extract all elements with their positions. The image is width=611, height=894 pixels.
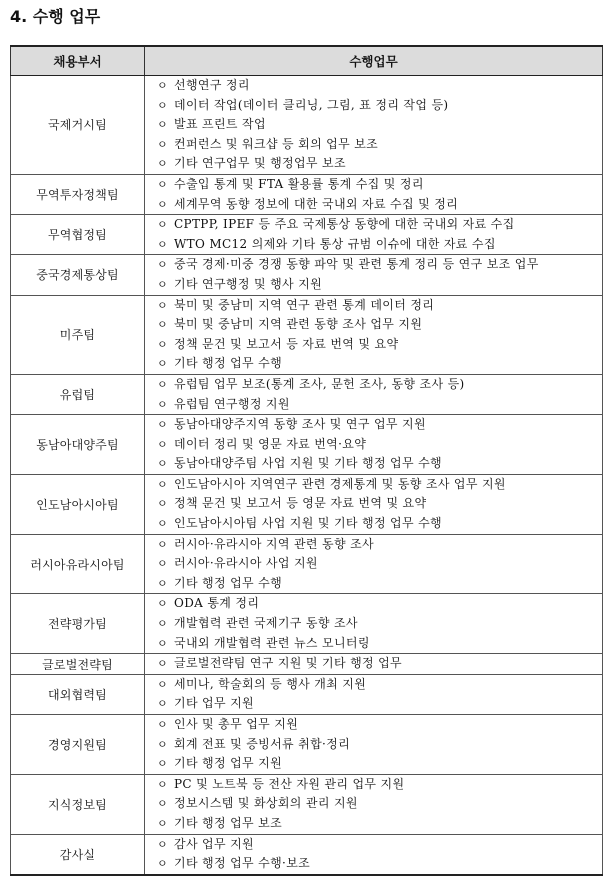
department-cell: 인도남아시아팀 (11, 474, 145, 534)
duty-item (157, 195, 598, 215)
bullet-icon: ㅇ (157, 418, 168, 432)
table-row (11, 174, 603, 214)
bullet-icon: ㅇ (157, 797, 168, 811)
duty-text: 기타 행정 업무 수행 (174, 356, 283, 371)
duty-item (157, 835, 598, 855)
duties-cell (145, 474, 603, 534)
duty-text: 유럽팀 업무 보조(통계 조사, 문헌 조사, 동향 조사 등) (174, 376, 465, 391)
duty-text: 데이터 작업(데이터 클리닝, 그림, 표 정리 작업 등) (174, 97, 449, 112)
bullet-icon: ㅇ (157, 537, 168, 551)
duty-item (157, 574, 598, 594)
bullet-icon: ㅇ (157, 98, 168, 112)
bullet-icon: ㅇ (157, 757, 168, 771)
duties-cell (145, 534, 603, 594)
duty-text: 북미 및 중남미 지역 연구 관련 통계 데이터 정리 (174, 297, 435, 312)
duty-text: 세계무역 동향 정보에 대한 국내외 자료 수집 및 정리 (174, 196, 459, 211)
bullet-icon: ㅇ (157, 816, 168, 830)
bullet-icon: ㅇ (157, 357, 168, 371)
duty-item (157, 775, 598, 795)
duty-text: 발표 프린트 작업 (174, 117, 266, 132)
duty-item (157, 754, 598, 774)
duty-list (157, 654, 598, 674)
duty-text: CPTPP, IPEF 등 주요 국제통상 동향에 대한 국내외 자료 수집 (174, 217, 515, 232)
duty-text: 북미 및 중남미 지역 관련 동향 조사 업무 지원 (174, 317, 423, 332)
duty-item (157, 735, 598, 755)
department-cell: 무역투자정책팀 (11, 174, 145, 214)
duty-text: 회계 전표 및 증빙서류 취합·정리 (174, 736, 351, 751)
duty-text: 정책 문건 및 보고서 등 자료 번역 및 요약 (174, 336, 399, 351)
duty-text: 국내외 개발협력 관련 뉴스 모니터링 (174, 635, 370, 650)
duty-list (157, 215, 598, 254)
duty-item (157, 475, 598, 495)
duty-list (157, 594, 598, 653)
table-row (11, 534, 603, 594)
duties-cell (145, 415, 603, 475)
duty-item (157, 175, 598, 195)
duty-item (157, 154, 598, 174)
duty-list (157, 375, 598, 414)
header-duties: 수행업무 (145, 46, 603, 76)
duty-item (157, 235, 598, 255)
table-header (11, 46, 603, 76)
duty-item (157, 794, 598, 814)
department-cell: 지식정보팀 (11, 774, 145, 834)
bullet-icon: ㅇ (157, 218, 168, 232)
duty-item (157, 375, 598, 395)
duty-list (157, 835, 598, 874)
table-row (11, 654, 603, 675)
duty-text: PC 및 노트북 등 전산 자원 관리 업무 지원 (174, 776, 405, 791)
bullet-icon: ㅇ (157, 277, 168, 291)
bullet-icon: ㅇ (157, 597, 168, 611)
duty-item (157, 694, 598, 714)
duty-text: 기타 행정 업무 지원 (174, 756, 283, 771)
duty-text: 감사 업무 지원 (174, 836, 254, 851)
section-title: 4. 수행 업무 (10, 7, 101, 26)
duty-text: 러시아·유라시아 지역 관련 동향 조사 (174, 536, 374, 551)
duty-list (157, 775, 598, 834)
duty-text: 글로벌전략팀 연구 지원 및 기타 행정 업무 (174, 656, 403, 671)
duty-text: 인사 및 총무 업무 지원 (174, 717, 299, 731)
duty-item (157, 395, 598, 415)
duties-cell (145, 774, 603, 834)
bullet-icon: ㅇ (157, 576, 168, 590)
bullet-icon: ㅇ (157, 79, 168, 92)
header-dept: 채용부서 (11, 46, 145, 76)
duty-item (157, 654, 598, 674)
department-cell: 유럽팀 (11, 374, 145, 414)
bullet-icon: ㅇ (157, 718, 168, 731)
duty-item (157, 514, 598, 534)
table-row (11, 374, 603, 414)
duties-cell (145, 374, 603, 414)
bullet-icon: ㅇ (157, 557, 168, 571)
duty-item (157, 814, 598, 834)
department-cell: 무역협정팀 (11, 215, 145, 255)
duty-text: 동남아대양주지역 동향 조사 및 연구 업무 지원 (174, 417, 426, 432)
department-cell: 글로벌전략팀 (11, 654, 145, 675)
department-cell: 경영지원팀 (11, 715, 145, 775)
duty-text: 인도남아시아 지역연구 관련 경제통계 및 동향 조사 업무 지원 (174, 476, 506, 491)
duty-text: 기타 행정 업무 수행·보조 (174, 856, 311, 871)
duty-text: ODA 통계 정리 (174, 596, 260, 611)
table-row (11, 715, 603, 775)
duty-text: 기타 행정 업무 보조 (174, 815, 283, 830)
duty-list (157, 296, 598, 374)
bullet-icon: ㅇ (157, 636, 168, 650)
duty-list (157, 255, 598, 294)
duty-text: 기타 연구업무 및 행정업무 보조 (174, 156, 346, 171)
duty-item (157, 415, 598, 435)
bullet-icon: ㅇ (157, 118, 168, 132)
duty-list (157, 175, 598, 214)
duty-item (157, 454, 598, 474)
duty-list (157, 535, 598, 594)
bullet-icon: ㅇ (157, 477, 168, 491)
table-row (11, 415, 603, 475)
duty-item (157, 115, 598, 135)
bullet-icon: ㅇ (157, 617, 168, 631)
duty-text: 데이터 정리 및 영문 자료 번역·요약 (174, 436, 367, 451)
department-cell: 러시아유라시아팀 (11, 534, 145, 594)
table-row (11, 295, 603, 374)
bullet-icon: ㅇ (157, 177, 168, 191)
bullet-icon: ㅇ (157, 777, 168, 791)
department-cell: 전략평가팀 (11, 594, 145, 654)
duty-item (157, 614, 598, 634)
duty-item (157, 275, 598, 295)
bullet-icon: ㅇ (157, 157, 168, 171)
duty-list (157, 675, 598, 714)
duty-item (157, 354, 598, 374)
table-row (11, 76, 603, 175)
bullet-icon: ㅇ (157, 197, 168, 211)
bullet-icon: ㅇ (157, 298, 168, 312)
duty-list (157, 475, 598, 534)
duty-text: 개발협력 관련 국제기구 동향 조사 (174, 616, 358, 631)
table-row (11, 674, 603, 714)
table-row (11, 255, 603, 295)
duty-item (157, 315, 598, 335)
department-cell: 대외협력팀 (11, 674, 145, 714)
bullet-icon: ㅇ (157, 237, 168, 251)
table-row (11, 215, 603, 255)
duty-text: 기타 행정 업무 수행 (174, 575, 283, 590)
department-cell: 중국경제통상팀 (11, 255, 145, 295)
duty-item (157, 854, 598, 874)
duty-text: 러시아·유라시아 사업 지원 (174, 556, 318, 571)
bullet-icon: ㅇ (157, 457, 168, 471)
duty-text: 세미나, 학술회의 등 행사 개최 지원 (174, 676, 367, 691)
duties-cell (145, 174, 603, 214)
table-row (11, 834, 603, 875)
bullet-icon: ㅇ (157, 137, 168, 151)
bullet-icon: ㅇ (157, 517, 168, 531)
bullet-icon: ㅇ (157, 337, 168, 351)
duty-text: 선행연구 정리 (174, 78, 250, 92)
duty-text: 정책 문건 및 보고서 등 영문 자료 번역 및 요약 (174, 496, 427, 511)
department-cell: 미주팀 (11, 295, 145, 374)
duties-cell (145, 674, 603, 714)
duty-text: 컨퍼런스 및 워크샵 등 회의 업무 보조 (174, 136, 379, 151)
table-row (11, 594, 603, 654)
header-row (11, 46, 603, 76)
duty-item (157, 255, 598, 275)
duty-item (157, 135, 598, 155)
table-row (11, 774, 603, 834)
duty-text: WTO MC12 의제와 기타 통상 규범 이슈에 대한 자료 수집 (174, 236, 496, 251)
duty-item (157, 715, 598, 735)
duty-item (157, 554, 598, 574)
duty-item (157, 76, 598, 96)
duties-cell (145, 76, 603, 175)
bullet-icon: ㅇ (157, 318, 168, 332)
duty-item (157, 634, 598, 654)
duty-text: 기타 업무 지원 (174, 696, 254, 711)
bullet-icon: ㅇ (157, 377, 168, 391)
bullet-icon: ㅇ (157, 857, 168, 871)
duty-item (157, 335, 598, 355)
bullet-icon: ㅇ (157, 657, 168, 671)
duty-item (157, 535, 598, 555)
duty-item (157, 594, 598, 614)
table-row (11, 474, 603, 534)
department-cell: 감사실 (11, 834, 145, 875)
bullet-icon: ㅇ (157, 437, 168, 451)
duties-cell (145, 215, 603, 255)
bullet-icon: ㅇ (157, 837, 168, 851)
duty-text: 기타 연구행정 및 행사 지원 (174, 276, 323, 291)
bullet-icon: ㅇ (157, 737, 168, 751)
bullet-icon: ㅇ (157, 497, 168, 511)
bullet-icon: ㅇ (157, 677, 168, 691)
duty-item (157, 675, 598, 695)
duty-text: 유럽팀 연구행정 지원 (174, 396, 290, 411)
duty-table (10, 45, 603, 876)
duties-cell (145, 594, 603, 654)
duties-cell (145, 715, 603, 775)
duty-text: 인도남아시아팀 사업 지원 및 기타 행정 업무 수행 (174, 516, 442, 531)
duty-item (157, 494, 598, 514)
department-cell: 국제거시팀 (11, 76, 145, 175)
duty-text: 동남아대양주팀 사업 지원 및 기타 행정 업무 수행 (174, 456, 442, 471)
duty-text: 정보시스템 및 화상회의 관리 지원 (174, 796, 358, 811)
department-cell: 동남아대양주팀 (11, 415, 145, 475)
bullet-icon: ㅇ (157, 258, 168, 272)
duties-cell (145, 654, 603, 675)
duty-text: 수출입 통계 및 FTA 활용률 통계 수집 및 정리 (174, 176, 424, 191)
duty-list (157, 415, 598, 474)
duty-text: 중국 경제·미중 경쟁 동향 파악 및 관련 통계 정리 등 연구 보조 업무 (174, 257, 539, 272)
bullet-icon: ㅇ (157, 697, 168, 711)
duty-item (157, 435, 598, 455)
table-body (11, 76, 603, 875)
duty-item (157, 96, 598, 116)
duty-list (157, 715, 598, 774)
duties-cell (145, 834, 603, 875)
bullet-icon: ㅇ (157, 397, 168, 411)
duty-list (157, 76, 598, 174)
duties-cell (145, 295, 603, 374)
duty-item (157, 296, 598, 316)
duty-item (157, 215, 598, 235)
duties-cell (145, 255, 603, 295)
